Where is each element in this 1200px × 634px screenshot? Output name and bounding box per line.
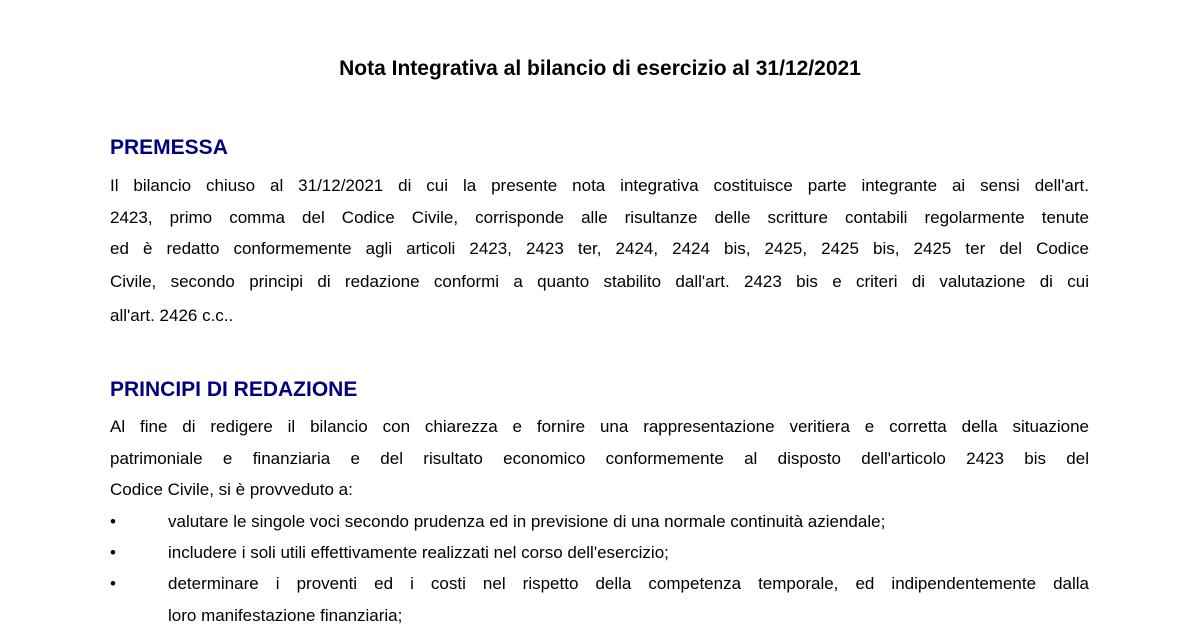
paragraph-line: ed è redatto conformemente agli articoli 2423, 2423 ter, 2424, 2424 bis, 2425, 2425 bis, 2425 ter del Codice: [110, 239, 1089, 258]
bullet-text: [168, 506, 1089, 538]
bullet-icon: •: [110, 512, 116, 531]
bullet-text: [168, 568, 1089, 631]
document-title: Nota Integrativa al bilancio di esercizio al 31/12/2021: [339, 57, 861, 80]
paragraph-line: Civile, secondo principi di redazione conformi a quanto stabilito dall'art. 2423 bis e criteri di valutazione di cui: [110, 271, 1089, 291]
bullet-icon: •: [110, 543, 116, 562]
paragraph-line: Al fine di redigere il bilancio con chiarezza e fornire una rappresentazione veritiera e corretta della situazione: [110, 417, 1089, 436]
bullet-line: valutare le singole voci secondo prudenza ed in previsione di una normale continuità aziendale;: [168, 512, 886, 531]
bullet-line: determinare i proventi ed i costi nel rispetto della competenza temporale, ed indipendentemente dalla: [168, 574, 1089, 593]
paragraph-line: Il bilancio chiuso al 31/12/2021 di cui la presente nota integrativa costituisce parte integrante ai sensi dell'art.: [110, 176, 1089, 195]
bullet-icon: •: [110, 574, 116, 593]
bullet-line: loro manifestazione finanziaria;: [168, 605, 403, 625]
premessa-paragraph: [110, 170, 1089, 333]
paragraph-line: 2423, primo comma del Codice Civile, corrisponde alle risultanze delle scritture contabili regolarmente tenute: [110, 207, 1089, 227]
paragraph-line: Codice Civile, si è provveduto a:: [110, 480, 353, 499]
bullet-line: includere i soli utili effettivamente realizzati nel corso dell'esercizio;: [168, 543, 669, 562]
paragraph-line: all'art. 2426 c.c..: [110, 305, 234, 325]
paragraph-line: patrimoniale e finanziaria e del risultato economico conformemente al disposto dell'articolo 2423 bis del: [110, 448, 1089, 468]
section-heading-premessa: PREMESSA: [110, 136, 228, 159]
section-heading-principi-di-redazione: PRINCIPI DI REDAZIONE: [110, 378, 358, 401]
principi-paragraph: [110, 411, 1089, 506]
bullet-text: [168, 537, 1089, 569]
